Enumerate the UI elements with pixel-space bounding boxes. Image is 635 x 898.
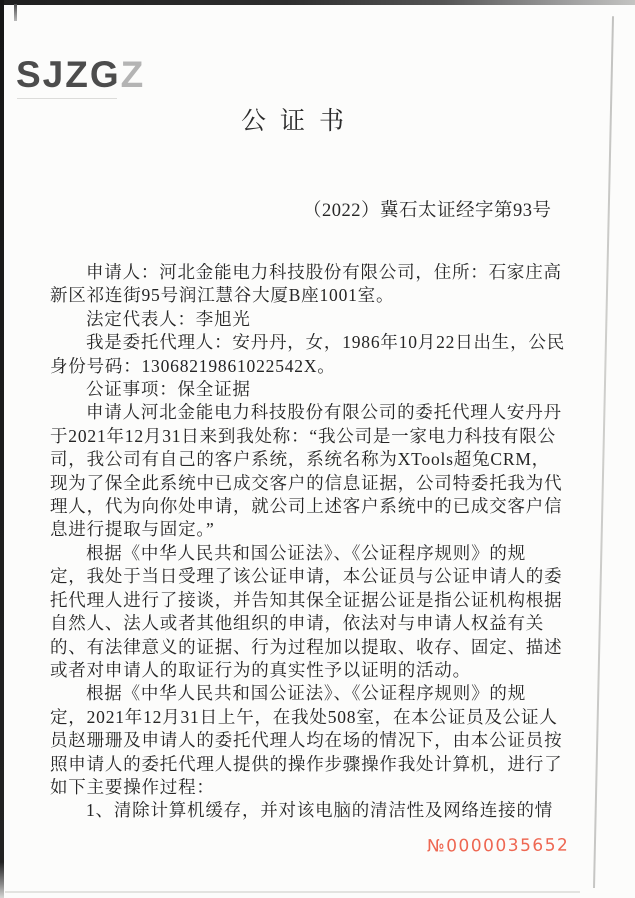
body-line: 申请人：河北金能电力科技股份有限公司，住所：石家庄高 — [86, 262, 562, 282]
scan-bottom-edge-artifact — [5, 891, 580, 893]
document-number: （2022）冀石太证经字第93号 — [303, 201, 552, 221]
body-line: 员赵珊珊及申请人的委托代理人均在场的情况下，由本公证员按 — [50, 730, 563, 751]
body-line: 身份号码：13068219861022542X。 — [50, 355, 336, 376]
body-line: 于2021年12月31日来到我处称：“我公司是一家电力科技有限公 — [50, 425, 556, 446]
serial-number-red: №0000035652 — [426, 835, 570, 857]
body-line: 照申请人的委托代理人提供的操作步骤操作我处计算机，进行了 — [50, 753, 563, 774]
body-line: 定，2021年12月31日上午，在我处508室，在本公证员及公证人 — [50, 706, 558, 727]
body-line: 托代理人进行了接谈，并告知其保全证据公证是指公证机构根据 — [50, 589, 563, 610]
body-line: 现为了保全此系统中已成交客户的信息证据，公司特委托我为代 — [50, 472, 563, 493]
sjzgz-watermark-stamp — [16, 56, 145, 93]
body-line: 公证事项：保全证据 — [86, 379, 251, 400]
body-line: 1、清除计算机缓存，并对该电脑的清洁性及网络连接的情 — [86, 800, 554, 821]
body-line: 根据《中华人民共和国公证法》、《公证程序规则》的规 — [86, 683, 526, 704]
scan-corner-mark — [14, 4, 17, 21]
body-line: 理人，代为向你处申请，就公司上述客户系统中的已成交客户信 — [50, 496, 563, 517]
body-line: 定，我处于当日受理了该公证申请，本公证员与公证申请人的委 — [50, 566, 563, 587]
stamp-underline — [17, 98, 117, 99]
body-line: 我是委托代理人：安丹丹，女，1986年10月22日出生，公民 — [86, 332, 565, 353]
body-line: 息进行提取与固定。” — [50, 519, 215, 540]
page-title: 公证书 — [241, 108, 359, 135]
body-line: 司，我公司有自己的客户系统，系统名称为XTools超兔CRM， — [50, 449, 550, 470]
stamp-text: SJZG — [16, 54, 121, 95]
body-line: 新区祁连街95号润江慧谷大厦B座1001室。 — [50, 285, 395, 306]
body-line: 法定代表人：李旭光 — [86, 308, 251, 329]
scan-top-edge-artifact — [0, 0, 635, 5]
scan-left-edge-artifact — [0, 0, 4, 898]
body-line: 的、有法律意义的证据、行为过程加以提取、收存、固定、描述 — [50, 636, 563, 657]
body-line: 根据《中华人民共和国公证法》、《公证程序规则》的规 — [86, 542, 526, 563]
paper-right-edge — [593, 16, 614, 888]
body-line: 申请人河北金能电力科技股份有限公司的委托代理人安丹丹 — [86, 402, 562, 423]
body-line: 如下主要操作过程： — [50, 776, 215, 797]
document-body — [50, 261, 574, 823]
body-line: 自然人、法人或者其他组织的申请，依法对与申请人权益有关 — [50, 613, 545, 634]
stamp-text-faded: Z — [120, 54, 146, 95]
body-line: 或者对申请人的取证行为的真实性予以证明的活动。 — [50, 659, 471, 680]
